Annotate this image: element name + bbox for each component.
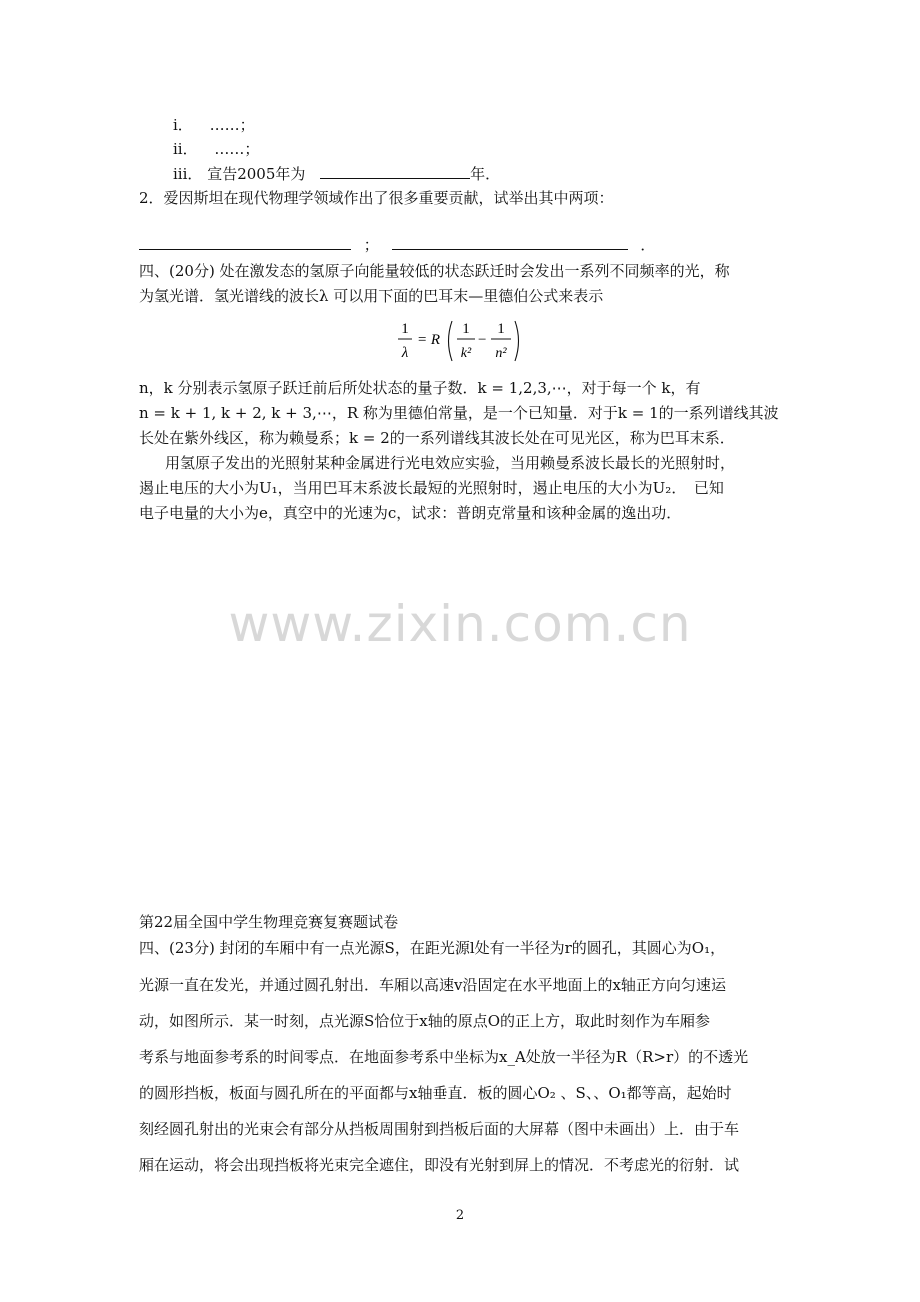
separator: ． xyxy=(640,236,656,254)
p4a-line8: 电子电量的大小为e，真空中的光速为c，试求：普朗克常量和该种金属的逸出功． xyxy=(139,504,682,522)
formula-t2-den: n² xyxy=(495,346,507,361)
p4b-line6: 刻经圆孔射出的光束会有部分从挡板周围射到挡板后面的大屏幕（图中未画出）上．由于车 xyxy=(139,1120,740,1138)
p4a-line7: 遏止电压的大小为U₁，当用巴耳末系波长最短的光照射时，遏止电压的大小为U₂． 已知 xyxy=(139,479,724,497)
q3-item-i xyxy=(173,114,823,136)
item-number: iii． xyxy=(173,165,203,183)
item-text: ……； xyxy=(209,116,255,134)
formula-t1-den: k² xyxy=(460,346,472,361)
formula-minus: − xyxy=(478,332,487,348)
formula-t2-num: 1 xyxy=(497,321,505,337)
p4b-line5: 的圆形挡板，板面与圆孔所在的平面都与x轴垂直．板的圆心O₂ 、S、、O₁都等高，起始时 xyxy=(139,1084,732,1102)
item-suffix: 年． xyxy=(470,165,501,183)
q3-item-ii xyxy=(173,138,823,160)
p4b-line4: 考系与地面参考系的时间零点．在地面参考系中坐标为x_A处放一半径为R（R>r）的不透光 xyxy=(139,1048,749,1066)
p4b-line7: 厢在运动，将会出现挡板将光束完全遮住，即没有光射到屏上的情况．不考虑光的衍射．试 xyxy=(139,1156,740,1174)
p4a-line4: n = k + 1, k + 2, k + 3,⋯，R 称为里德伯常量，是一个已知量．对于k = 1的一系列谱线其波 xyxy=(139,404,779,422)
formula-lhs-num: 1 xyxy=(401,321,409,337)
item-text: 宣告2005年为 xyxy=(207,165,306,183)
answer-blank[interactable] xyxy=(320,162,470,179)
p4a-line1: 四、(20分) 处在激发态的氢原子向能量较低的状态跃迁时会发出一系列不同频率的光，称 xyxy=(139,262,730,280)
exam-title: 第22届全国中学生物理竞赛复赛题试卷 xyxy=(139,913,399,931)
item-number: ii． xyxy=(173,140,198,158)
formula-eq: = R xyxy=(417,332,441,348)
p4a-line3: n，k 分别表示氢原子跃迁前后所处状态的量子数．k = 1,2,3,⋯，对于每一个 k，有 xyxy=(139,379,701,397)
p4a-line2: 为氢光谱．氢光谱线的波长λ 可以用下面的巴耳末—里德伯公式来表示 xyxy=(139,287,604,305)
separator: ； xyxy=(363,236,379,254)
formula-lhs-den: λ xyxy=(401,345,409,361)
p4b-line1: 四、(23分) 封闭的车厢中有一点光源S，在距光源l处有一半径为r的圆孔，其圆心为O₁， xyxy=(139,939,726,957)
q3-item-iii xyxy=(173,162,823,185)
p4b-line2: 光源一直在发光，并通过圆孔射出．车厢以高速v沿固定在水平地面上的x轴正方向匀速运 xyxy=(139,976,726,994)
question-2: 2．爱因斯坦在现代物理学领域作出了很多重要贡献，试举出其中两项： xyxy=(139,189,614,207)
answer-blank-1[interactable] xyxy=(139,233,351,250)
answer-blank-2[interactable] xyxy=(392,233,628,250)
formula-t1-num: 1 xyxy=(462,321,470,337)
watermark: www.zixin.com.cn xyxy=(228,595,692,653)
p4b-line3: 动，如图所示．某一时刻，点光源S恰位于x轴的原点O的正上方，取此时刻作为车厢参 xyxy=(139,1012,711,1030)
question-2-answers xyxy=(139,233,789,256)
p4a-line5: 长处在紫外线区，称为赖曼系；k = 2的一系列谱线其波长处在可见光区，称为巴耳末系． xyxy=(139,429,735,447)
item-text: ……； xyxy=(214,140,260,158)
page-number: 2 xyxy=(455,1208,465,1223)
rydberg-formula xyxy=(395,315,535,367)
item-number: i． xyxy=(173,116,193,134)
p4a-line6: 用氢原子发出的光照射某种金属进行光电效应实验，当用赖曼系波长最长的光照射时， xyxy=(165,454,736,472)
